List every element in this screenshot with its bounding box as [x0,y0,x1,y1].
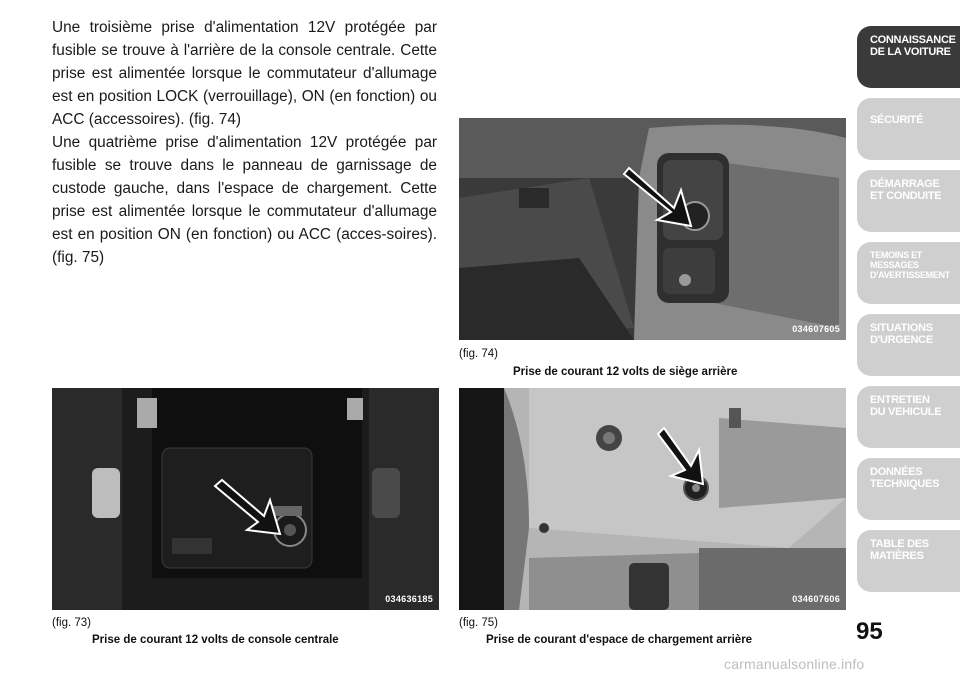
cargo-area-outlet-image [459,388,846,610]
center-console-outlet-image [52,388,439,610]
tab-entretien[interactable] [857,386,960,448]
tab-demarrage[interactable] [857,170,960,232]
tab-label: CONNAISSANCE DE LA VOITURE [870,34,956,58]
figure-75-caption: Prise de courant d'espace de chargement arrière [486,634,753,646]
figure-73-caption: Prise de courant 12 volts de console centrale [92,634,339,646]
figure-74-caption: Prise de courant 12 volts de siège arrière [513,366,738,378]
paragraph-third-outlet: Une troisième prise d'alimentation 12V protégée par fusible se trouve à l'arrière de la console centrale. Cette prise est alimentée lorsque le commutateur d'allumage est en position LOCK (verrouillage), ON (en fonction) ou ACC (accessoires). (fig. 74) [52,19,437,128]
chapter-tabs [857,26,960,602]
tab-label: ENTRETIEN DU VEHICULE [870,394,942,418]
watermark: carmanualsonline.info [724,656,865,672]
paragraph-fourth-outlet: Une quatrième prise d'alimentation 12V protégée par fusible se trouve dans le panneau de garnissage de custode gauche, dans l'espace de chargement. Cette prise est alimentée lorsque le commutateur d'allumage est en position ON (en fonction) ou ACC (acces-soires). (fig. 75) [52,134,437,266]
tab-label: TEMOINS ET MESSAGES D'AVERTISSEMENT [870,250,950,280]
rear-seat-outlet-image [459,118,846,340]
tab-donnees[interactable] [857,458,960,520]
figure-74-photo [459,118,846,340]
tab-connaissance[interactable] [857,26,960,88]
tab-temoins[interactable] [857,242,960,304]
tab-label: DÉMARRAGE ET CONDUITE [870,178,942,202]
figure-75-photo [459,388,846,610]
tab-urgence[interactable] [857,314,960,376]
figure-73-ref: (fig. 73) [52,617,91,629]
tab-label: DONNÉES TECHNIQUES [870,466,940,490]
figure-73-code: 034636185 [385,594,433,604]
tab-label: SITUATIONS D'URGENCE [870,322,933,346]
page-number: 95 [856,618,883,645]
figure-75-code: 034607606 [792,594,840,604]
figure-74-ref: (fig. 74) [459,348,498,360]
figure-73-photo [52,388,439,610]
figure-74-code: 034607605 [792,324,840,334]
tab-table[interactable] [857,530,960,592]
tab-securite[interactable] [857,98,960,160]
tab-label: TABLE DES MATIÈRES [870,538,929,562]
tab-label: SÉCURITÉ [870,114,924,126]
figure-75-ref: (fig. 75) [459,617,498,629]
